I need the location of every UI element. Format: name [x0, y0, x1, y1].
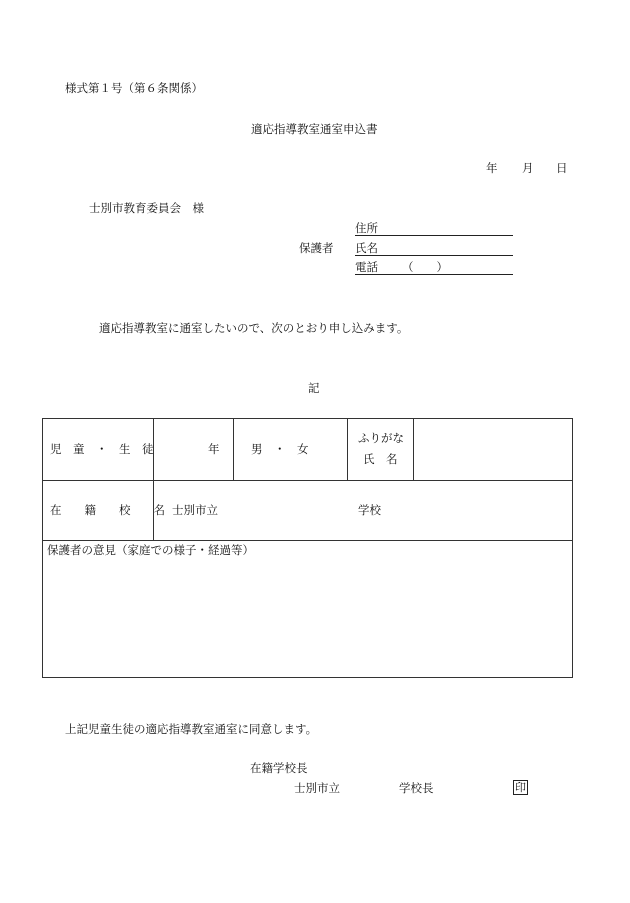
- date-day: 日: [556, 161, 568, 175]
- date-year: 年: [486, 161, 498, 175]
- student-name-field[interactable]: [421, 427, 566, 473]
- school-city: 士別市立: [172, 503, 218, 517]
- principal-label: 学校長: [399, 781, 434, 795]
- form-number: 様式第１号（第６条関係）: [65, 81, 203, 95]
- guardian-phone-paren: （ ）: [402, 260, 448, 274]
- opinion-field[interactable]: [47, 563, 567, 673]
- student-label: 児 童 ・ 生 徒: [50, 442, 154, 456]
- furigana-label: ふりがな: [358, 431, 404, 445]
- gender-field[interactable]: 男 ・ 女: [251, 442, 309, 456]
- guardian-name-line: [355, 255, 513, 256]
- table-col-divider-a: [153, 419, 154, 540]
- school-suffix: 学校: [358, 503, 381, 517]
- request-text: 適応指導教室に通室したいので、次のとおり申し込みます。: [99, 321, 409, 335]
- guardian-label: 保護者: [299, 241, 334, 255]
- ki-label: 記: [308, 381, 320, 395]
- guardian-name-label: 氏名: [355, 241, 378, 255]
- addressee: 士別市教育委員会 様: [89, 201, 204, 215]
- table-col-divider-d: [413, 419, 414, 480]
- guardian-phone-line: [355, 274, 513, 275]
- consent-text: 上記児童生徒の適応指導教室通室に同意します。: [65, 722, 318, 736]
- seal-box: [513, 780, 528, 795]
- date-month: 月: [522, 161, 534, 175]
- table-col-divider-c: [347, 419, 348, 480]
- table-row-divider-1: [43, 480, 572, 481]
- guardian-address-label: 住所: [355, 221, 378, 235]
- table-col-divider-b: [233, 419, 234, 480]
- table-row-divider-2: [43, 540, 572, 541]
- school-label: 在 籍 校 名: [50, 503, 165, 517]
- guardian-address-line: [355, 235, 513, 236]
- document-title: 適応指導教室通室申込書: [251, 122, 378, 136]
- guardian-phone-label: 電話: [355, 260, 378, 274]
- student-name-label: 氏 名: [363, 452, 398, 466]
- seal-label: 印: [515, 781, 526, 794]
- principal-title: 在籍学校長: [250, 761, 308, 775]
- principal-city: 士別市立: [294, 781, 340, 795]
- opinion-label: 保護者の意見（家庭での様子・経過等）: [47, 543, 254, 557]
- grade-suffix: 年: [208, 442, 220, 456]
- application-table: [42, 418, 573, 678]
